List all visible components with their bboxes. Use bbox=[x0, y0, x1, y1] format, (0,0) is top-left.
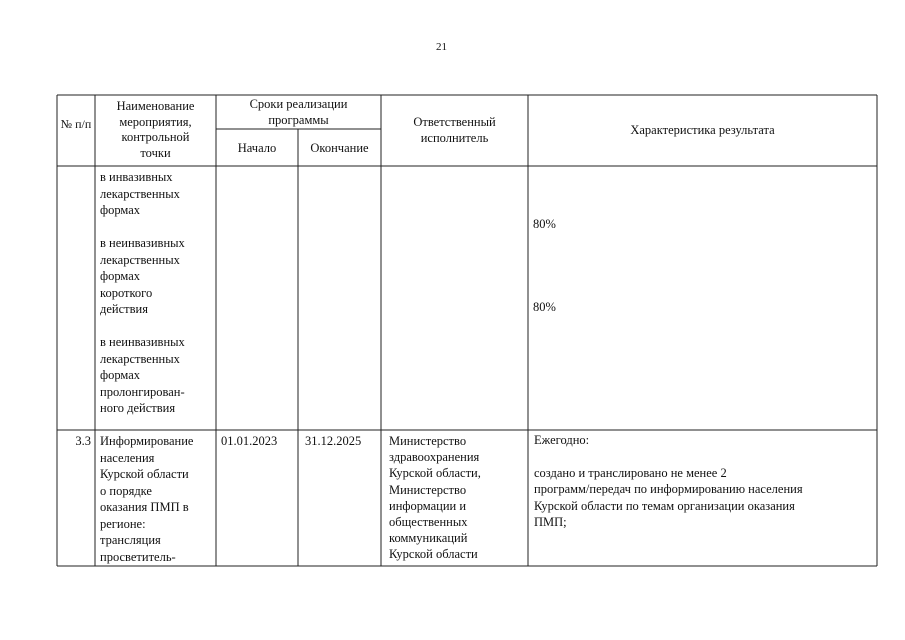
page-number: 21 bbox=[436, 41, 447, 53]
cont-result-1: 80% bbox=[533, 217, 556, 231]
cont-result-2: 80% bbox=[533, 300, 556, 314]
cont-name-noninvasive-short: в неинвазивных лекарственных формах короткого действия bbox=[100, 236, 185, 316]
header-start: Начало bbox=[237, 141, 277, 155]
row-3-3-result-text: создано и транслировано не менее 2 программ/передач по информированию населения Курской области по темам организации оказания ПМП; bbox=[534, 466, 803, 529]
row-3-3-result-heading: Ежегодно: bbox=[534, 433, 590, 447]
row-3-3-responsible: Министерство здравоохранения Курской области, Министерство информации и общественных коммуникаций Курской области bbox=[389, 434, 481, 562]
row-3-3-start: 01.01.2023 bbox=[221, 434, 278, 448]
cont-name-invasive: в инвазивных лекарственных формах bbox=[100, 170, 180, 217]
row-3-3-num: 3.3 bbox=[75, 434, 91, 448]
header-num: № п/п bbox=[60, 117, 92, 131]
header-name: Наименование мероприятия, контрольной точки bbox=[116, 99, 195, 160]
header-result: Характеристика результата bbox=[630, 123, 775, 137]
row-3-3-end: 31.12.2025 bbox=[305, 434, 362, 448]
cont-name-noninvasive-prolonged: в неинвазивных лекарственных формах пролонгирован- ного действия bbox=[100, 335, 185, 415]
header-responsible: Ответственный исполнитель bbox=[413, 115, 496, 145]
row-3-3-name: Информирование населения Курской области о порядке оказания ПМП в регионе: трансляция просветитель- bbox=[100, 434, 194, 564]
header-end: Окончание bbox=[310, 141, 369, 155]
header-period: Сроки реализации программы bbox=[249, 97, 348, 127]
